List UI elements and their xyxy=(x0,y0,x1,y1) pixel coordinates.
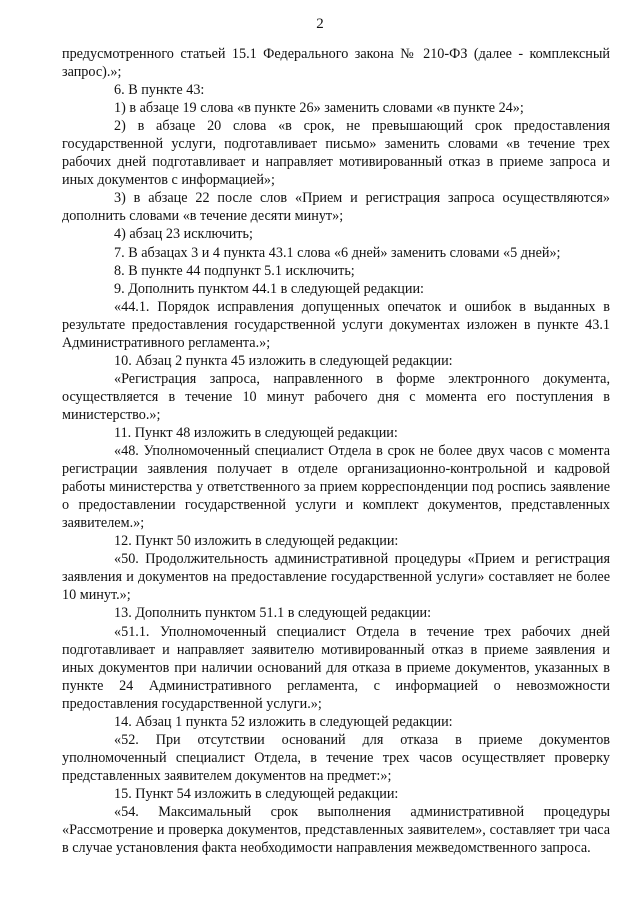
paragraph-item-6: 6. В пункте 43: xyxy=(114,82,205,99)
page-number: 2 xyxy=(316,16,324,32)
paragraph-quote-50: «50. Продолжительность административной процедуры «Прием и регистрация заявления и документов на предоставление государственной услуги» составляет не более 10 минут.»; xyxy=(62,551,610,604)
paragraph-item-11: 11. Пункт 48 изложить в следующей редакции: xyxy=(114,424,398,441)
paragraph-item-8: 8. В пункте 44 подпункт 5.1 исключить; xyxy=(114,262,355,279)
paragraph-item-15: 15. Пункт 54 изложить в следующей редакции: xyxy=(114,785,399,802)
paragraph-quote-51-1: «51.1. Уполномоченный специалист Отдела в течение трех рабочих дней подготавливает и направляет заявителю мотивированный отказ в приеме заявления и иных документов при наличии оснований для отказа в приеме документов, указанных в пункте 24 Административного регламента, с информацией о невозможности предоставления государственной услуги.»; xyxy=(62,623,610,712)
paragraph-item-9: 9. Дополнить пунктом 44.1 в следующей редакции: xyxy=(114,280,424,297)
paragraph-continuation: предусмотренного статьей 15.1 Федерального закона № 210-ФЗ (далее - комплексный запрос).»; xyxy=(62,46,610,81)
paragraph-item-10: 10. Абзац 2 пункта 45 изложить в следующей редакции: xyxy=(114,352,453,369)
paragraph-item-6-4: 4) абзац 23 исключить; xyxy=(114,226,253,243)
paragraph-item-13: 13. Дополнить пунктом 51.1 в следующей редакции: xyxy=(114,605,432,622)
paragraph-item-6-3: 3) в абзаце 22 после слов «Прием и регистрация запроса осуществляются» дополнить словами «в течение десяти минут»; xyxy=(62,190,610,225)
paragraph-quote-48: «48. Уполномоченный специалист Отдела в срок не более двух часов с момента регистрации заявления получает в отделе организационно-контрольной и кадровой работы министерства у ответственного за прием корреспонденции под роспись заявление о предоставлении государственной услуги и комплект документов, представленных заявителем.»; xyxy=(62,443,610,532)
document-body xyxy=(62,45,610,857)
paragraph-item-6-2: 2) в абзаце 20 слова «в срок, не превышающий срок предоставления государственной услуги, подготавливает письмо» заменить словами «в течение трех рабочих дней подготавливает и направляет мотивированный отказ в приеме запроса и иных документов с информацией»; xyxy=(62,118,610,189)
paragraph-quote-44-1: «44.1. Порядок исправления допущенных опечаток и ошибок в выданных в результате предоставления государственной услуги документах изложен в пункте 43.1 Административного регламента.»; xyxy=(62,298,610,351)
paragraph-item-14: 14. Абзац 1 пункта 52 изложить в следующей редакции: xyxy=(114,713,453,730)
paragraph-item-12: 12. Пункт 50 изложить в следующей редакции: xyxy=(114,533,399,550)
paragraph-item-6-1: 1) в абзаце 19 слова «в пункте 26» заменить словами «в пункте 24»; xyxy=(114,100,524,117)
paragraph-item-7: 7. В абзацах 3 и 4 пункта 43.1 слова «6 дней» заменить словами «5 дней»; xyxy=(114,244,561,261)
paragraph-quote-45: «Регистрация запроса, направленного в форме электронного документа, осуществляется в течение 10 минут рабочего дня с момента его поступления в министерство.»; xyxy=(62,370,610,423)
paragraph-quote-52: «52. При отсутствии оснований для отказа в приеме документов уполномоченный специалист Отдела, в течение трех часов осуществляет проверку представленных заявителем документов на предмет:»; xyxy=(62,731,610,784)
paragraph-quote-54: «54. Максимальный срок выполнения административной процедуры «Рассмотрение и проверка документов, представленных заявителем», составляет три часа в случае установления факта необходимости направления межведомственного запроса. xyxy=(62,803,610,857)
